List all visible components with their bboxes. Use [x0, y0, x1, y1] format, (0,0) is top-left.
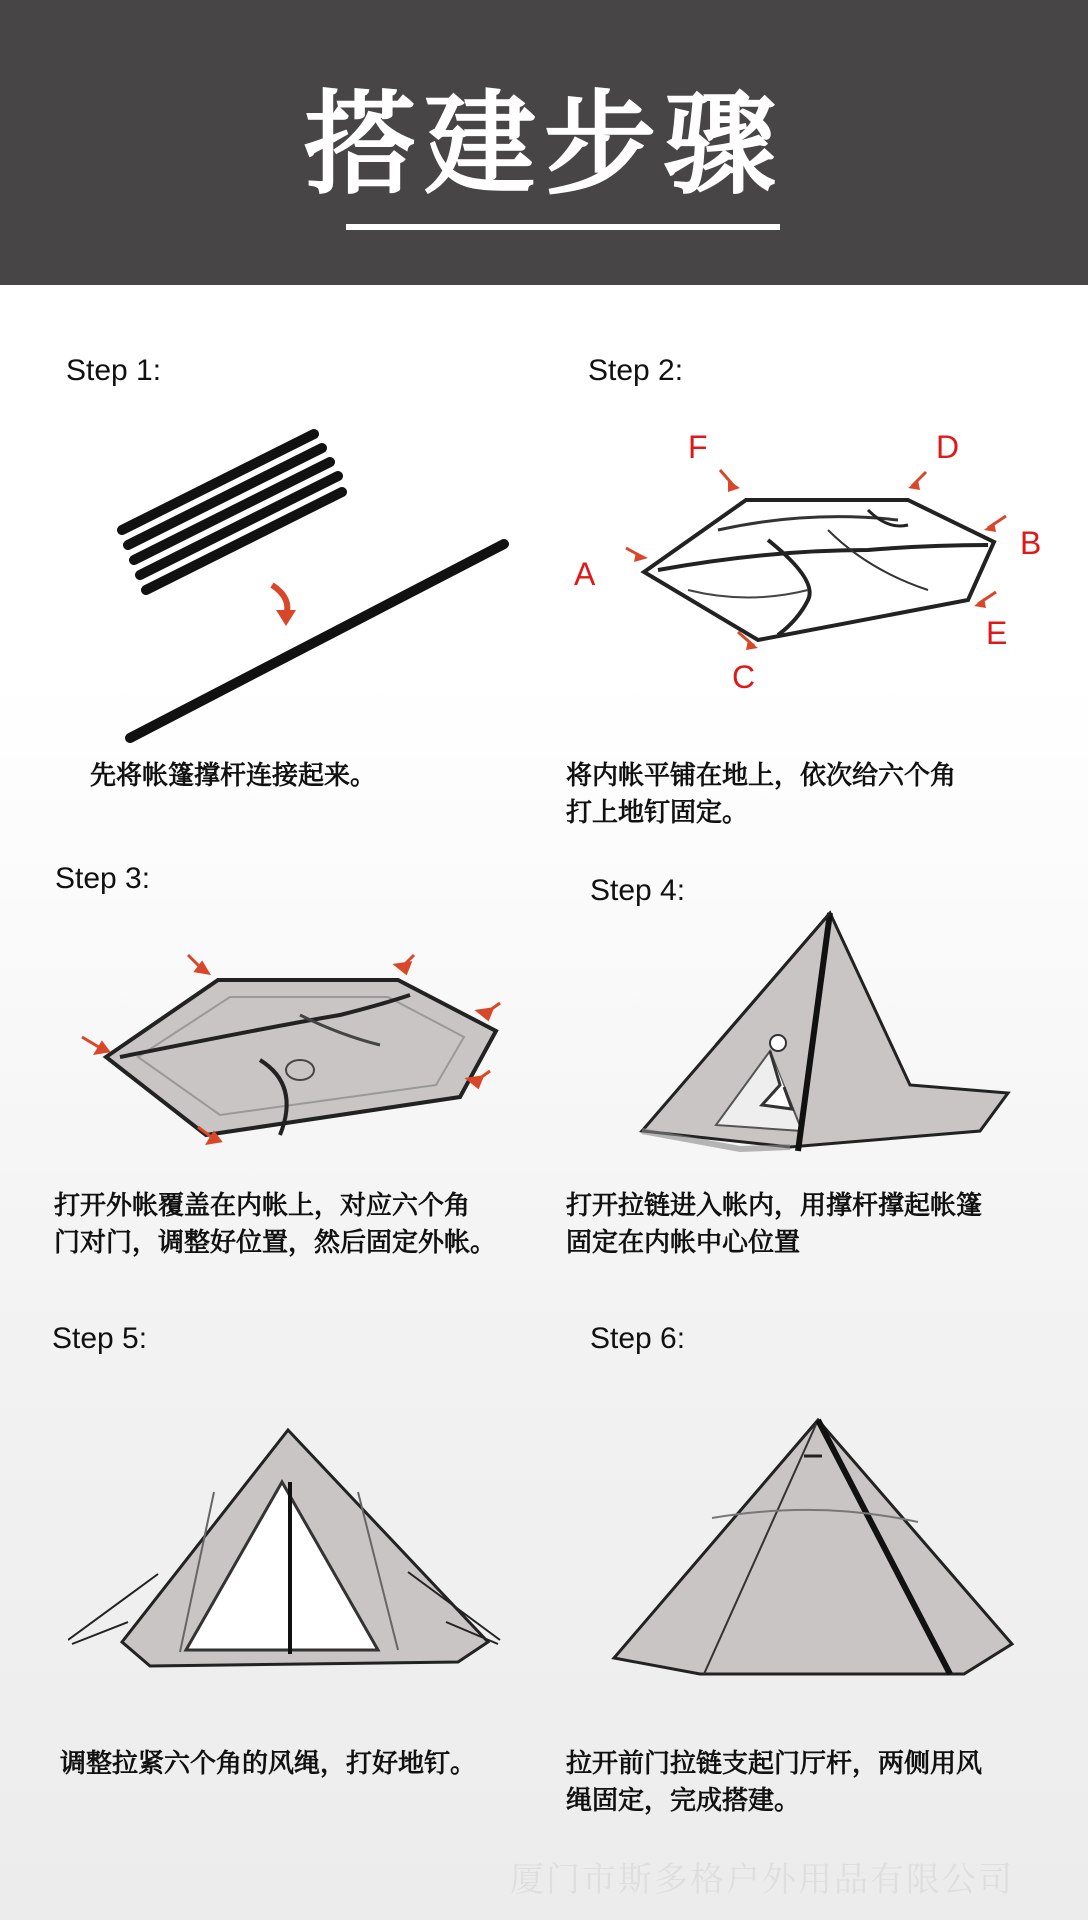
step-3-caption: 打开外帐覆盖在内帐上，对应六个角 门对门，调整好位置，然后固定外帐。	[54, 1191, 497, 1258]
step-5-caption: 调整拉紧六个角的风绳，打好地钉。	[60, 1749, 477, 1779]
step-3-illustration-outer-tent	[80, 945, 510, 1145]
step-1-illustration-poles	[110, 420, 520, 750]
step-4-illustration-raising-pole	[620, 905, 1020, 1170]
step-2-label: Step 2:	[588, 354, 684, 387]
step-6-label: Step 6:	[590, 1322, 686, 1355]
corner-letter-b: B	[1020, 525, 1042, 561]
header-banner	[0, 0, 1088, 285]
step-6-illustration-finished-tent	[608, 1412, 1018, 1682]
company-watermark: 厦门市斯多格户外用品有限公司	[510, 1860, 1014, 1900]
step-3-label: Step 3:	[55, 862, 151, 895]
corner-letter-e: E	[986, 615, 1008, 651]
corner-letter-c: C	[732, 659, 756, 695]
step-6-caption: 拉开前门拉链支起门厅杆，两侧用风 绳固定，完成搭建。	[566, 1749, 983, 1816]
step-1-caption: 先将帐篷撑杆连接起来。	[90, 761, 377, 791]
step-5-illustration-guylines	[68, 1422, 508, 1682]
step-5-label: Step 5:	[52, 1322, 148, 1355]
corner-letter-d: D	[936, 430, 960, 465]
step-2-illustration-inner-tent	[568, 430, 1048, 700]
step-4-label: Step 4:	[590, 874, 686, 907]
corner-letter-f: F	[688, 430, 708, 465]
step-1-label: Step 1:	[66, 354, 162, 387]
corner-letter-a: A	[574, 556, 596, 592]
page-title: 搭建步骤	[304, 80, 784, 210]
title-underline	[346, 224, 780, 230]
step-4-caption: 打开拉链进入帐内，用撑杆撑起帐篷 固定在内帐中心位置	[566, 1191, 983, 1258]
step-2-caption: 将内帐平铺在地上，依次给六个角 打上地钉固定。	[566, 761, 957, 828]
